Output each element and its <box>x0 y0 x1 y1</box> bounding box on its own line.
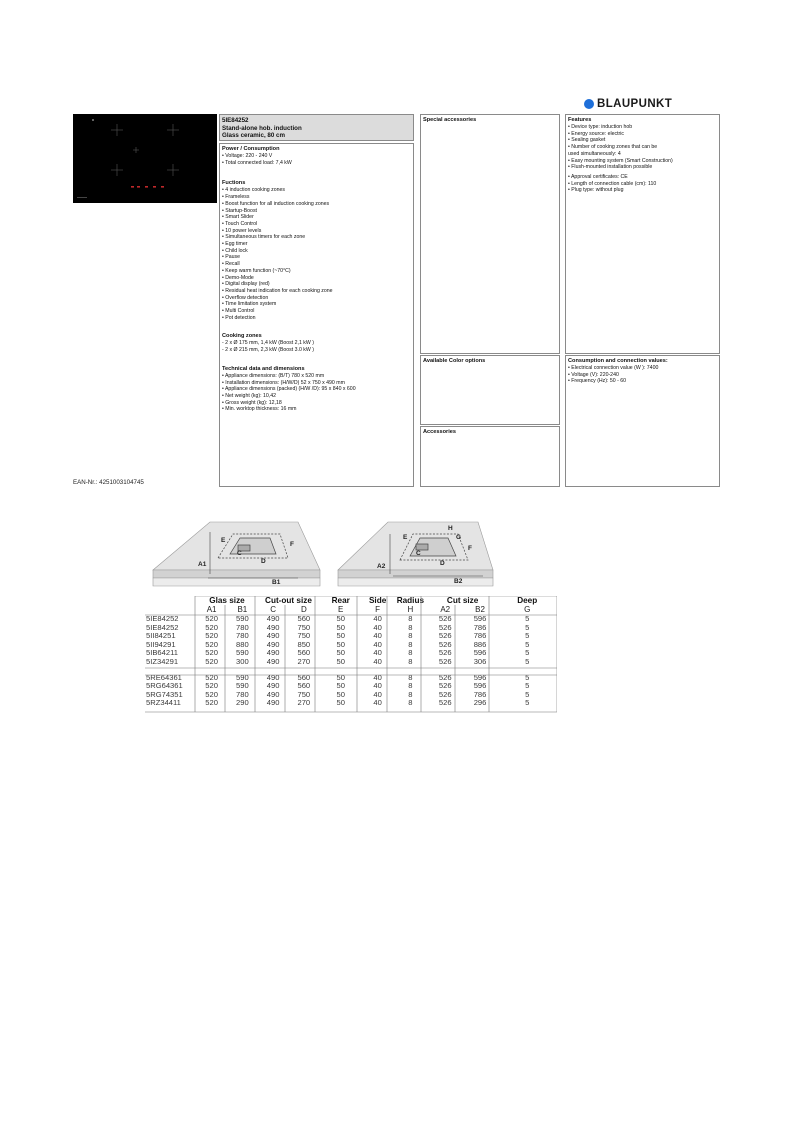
list-item: • Keep warm function (~70°C) <box>222 267 291 274</box>
table-cell: 50 <box>336 639 345 649</box>
table-cell: 50 <box>336 656 345 666</box>
table-cell: 786 <box>473 689 487 699</box>
table-cell: 750 <box>297 622 311 632</box>
table-cell: 520 <box>205 639 218 649</box>
features-list <box>566 124 719 194</box>
table-cell: 40 <box>373 698 382 708</box>
table-cell: 8 <box>408 639 413 649</box>
table-cell: 5 <box>525 681 530 691</box>
consumption-list <box>566 365 719 385</box>
table-cell: 560 <box>297 648 311 658</box>
table-cell: 50 <box>336 689 345 699</box>
ean-number: EAN-Nr.: 4251003104745 <box>73 479 144 486</box>
list-item: • Smart Slider <box>222 214 254 221</box>
table-cell: 5 <box>525 622 530 632</box>
group-deep: Deep <box>517 595 538 605</box>
diagram-label-left-d: D <box>261 558 266 565</box>
diagram-label-right-a2: A2 <box>377 563 386 570</box>
table-cell: 40 <box>373 614 382 623</box>
zones-list <box>222 340 411 353</box>
table-cell: 40 <box>373 672 382 682</box>
table-cell: 8 <box>408 614 413 623</box>
sub-e: E <box>338 605 344 615</box>
color-options-box <box>420 355 560 425</box>
sub-f: F <box>375 605 381 615</box>
model-cell: 5RE64361 <box>146 672 182 682</box>
list-item: • Recall <box>222 261 240 268</box>
list-item: • Gross weight (kg): 12,18 <box>222 399 282 406</box>
table-cell: 520 <box>205 631 218 641</box>
list-item: • Voltage: 220 - 240 V <box>222 153 273 159</box>
table-cell: 590 <box>236 681 249 691</box>
list-item: • Multi Control <box>222 308 255 315</box>
table-cell: 8 <box>408 672 413 682</box>
sub-a1: A1 <box>206 605 217 615</box>
table-cell: 560 <box>297 672 311 682</box>
table-cell: 50 <box>336 698 345 708</box>
diagram-label-left-c: C <box>237 550 242 557</box>
tech-title: Technical data and dimensions <box>222 365 305 372</box>
table-cell: 590 <box>236 648 249 658</box>
special-accessories-box <box>420 114 560 354</box>
table-cell: 40 <box>373 689 382 699</box>
table-cell: 50 <box>336 648 345 658</box>
table-cell: 270 <box>297 656 311 666</box>
list-item: • Flush-mounted installation possible <box>568 164 653 171</box>
table-cell: 786 <box>473 631 487 641</box>
product-line1: Stand-alone hob. induction <box>222 124 302 132</box>
list-item: • Number of cooking zones that can be <box>568 144 658 151</box>
table-cell: 526 <box>438 639 452 649</box>
table-cell: 8 <box>408 631 413 641</box>
table-cell: 526 <box>438 648 452 658</box>
consumption-title: Consumption and connection values: <box>568 358 668 364</box>
model-cell: 5RG74351 <box>146 689 183 699</box>
functions-title: Fuctions <box>222 180 246 187</box>
diagram-label-right-e: E <box>403 534 408 541</box>
group-side: Side <box>368 595 387 605</box>
table-cell: 40 <box>373 622 382 632</box>
list-item: • Residual heat indication for each cooking zone <box>222 287 333 294</box>
sub-b2: B2 <box>475 605 485 615</box>
group-radius: Radius <box>396 595 425 605</box>
table-cell: 596 <box>473 648 487 658</box>
group-glas-size: Glas size <box>209 595 245 605</box>
table-cell: 5 <box>525 648 530 658</box>
product-header <box>219 114 414 141</box>
table-cell: 526 <box>438 631 452 641</box>
table-cell: 596 <box>473 672 487 682</box>
table-cell: 590 <box>236 614 249 623</box>
table-cell: 520 <box>205 648 218 658</box>
model-cell: 5II84251 <box>146 631 176 641</box>
table-cell: 590 <box>236 672 249 682</box>
table-cell: 40 <box>373 639 382 649</box>
list-item: • Approval certificates: CE <box>568 173 628 180</box>
list-item: - 2 x Ø 215 mm, 2,3 kW (Boost 3.0 kW ) <box>222 347 314 354</box>
consumption-box <box>565 355 720 487</box>
diagram-label-left-e: E <box>221 537 226 544</box>
table-cell: 490 <box>266 672 280 682</box>
table-cell: 40 <box>373 681 382 691</box>
list-item: • Time limitation system <box>222 301 277 308</box>
table-cell: 5 <box>525 631 530 641</box>
special-accessories-title: Special accessories <box>423 117 477 123</box>
table-cell: 560 <box>297 681 311 691</box>
sub-g: G <box>524 605 531 615</box>
list-item: • Pot detection <box>222 314 256 321</box>
list-item: • Total connected load: 7,4 kW <box>222 159 292 166</box>
table-cell: 780 <box>236 631 249 641</box>
table-cell: 306 <box>473 656 487 666</box>
table-row <box>145 658 557 667</box>
table-cell: 786 <box>473 622 487 632</box>
functions-list <box>222 187 411 321</box>
table-cell: 490 <box>266 689 280 699</box>
table-cell: 290 <box>236 698 249 708</box>
list-item: • Installation dimensions: (H/W/D) 52 x 750 x 490 mm <box>222 379 345 386</box>
list-item: • 10 power levels <box>222 227 262 234</box>
list-item: • 4 induction cooking zones <box>222 187 285 194</box>
list-item: • Net weight (kg): 10,42 <box>222 392 277 399</box>
table-cell: 8 <box>408 656 413 666</box>
list-item: • Child lock <box>222 247 248 254</box>
table-cell: 8 <box>408 698 413 708</box>
hob-illustration <box>73 114 217 203</box>
model-cell: 5IZ34291 <box>146 656 179 666</box>
list-item: used simultaneously: 4 <box>568 150 621 157</box>
table-cell: 526 <box>438 672 452 682</box>
table-cell: 50 <box>336 614 345 623</box>
table-cell: 5 <box>525 689 530 699</box>
sub-c: C <box>270 605 276 615</box>
table-cell: 750 <box>297 689 311 699</box>
diagram-label-right-b2: B2 <box>454 578 463 585</box>
list-item: • Length of connection cable (cm): 110 <box>568 180 657 187</box>
list-item: • Sealing gasket <box>568 137 606 144</box>
list-item: • Electrical connection value (W ): 7400 <box>568 365 659 371</box>
table-cell: 520 <box>205 656 218 666</box>
list-item: • Appliance dimensions: (B/T) 780 x 520 mm <box>222 372 325 379</box>
specs-box <box>219 143 414 487</box>
table-cell: 40 <box>373 656 382 666</box>
table-cell: 8 <box>408 622 413 632</box>
table-group-1 <box>145 615 557 667</box>
brand-logo <box>584 98 672 110</box>
power-list <box>222 153 411 166</box>
group-cutout-size: Cut-out size <box>265 595 312 605</box>
list-item: • Digital display (red) <box>222 281 270 288</box>
table-group-2 <box>145 674 557 708</box>
accessories-title: Accessories <box>423 429 456 435</box>
table-cell: 490 <box>266 656 280 666</box>
table-cell: 526 <box>438 689 452 699</box>
list-item: • Touch Control <box>222 220 258 227</box>
table-cell: 520 <box>205 689 218 699</box>
table-cell: 5 <box>525 614 530 623</box>
model-cell: 5IB64211 <box>146 648 178 658</box>
list-item: • Min. worktop thickness: 16 mm <box>222 406 297 413</box>
model-cell: 5IE84252 <box>146 614 179 623</box>
diagram-label-left-f: F <box>290 541 294 548</box>
table-cell: 490 <box>266 631 280 641</box>
group-cut-size: Cut size <box>446 595 479 605</box>
brand-name: BLAUPUNKT <box>597 98 673 110</box>
model-cell: 5RG64361 <box>146 681 183 691</box>
list-item: • Frequency (Hz): 50 - 60 <box>568 378 627 385</box>
table-cell: 490 <box>266 698 280 708</box>
product-image <box>73 114 217 203</box>
list-item: • Startup-Boost <box>222 207 257 214</box>
table-cell: 526 <box>438 656 452 666</box>
model-cell: 5IE84252 <box>146 622 179 632</box>
sub-b1: B1 <box>237 605 248 615</box>
table-row <box>145 699 557 708</box>
dimensions-table <box>145 596 557 708</box>
diagram-label-right-f: F <box>468 545 472 552</box>
table-cell: 750 <box>297 631 311 641</box>
table-cell: 8 <box>408 648 413 658</box>
table-cell: 5 <box>525 639 530 649</box>
table-cell: 5 <box>525 656 530 666</box>
table-cell: 526 <box>438 614 452 623</box>
table-cell: 520 <box>205 672 218 682</box>
list-item: • Pause <box>222 254 240 261</box>
table-cell: 40 <box>373 648 382 658</box>
list-item: • Egg timer <box>222 241 248 248</box>
table-cell: 50 <box>336 672 345 682</box>
power-title: Power / Consumption <box>222 146 280 152</box>
logo-dot-icon <box>584 99 594 109</box>
product-line2: Glass ceramic, 80 cm <box>222 132 285 139</box>
diagram-label-left-b1: B1 <box>272 579 281 586</box>
sub-h: H <box>407 605 414 615</box>
list-item: • Easy mounting system (Smart Construction) <box>568 157 673 164</box>
list-item: • Appliance dimensions (packed) (H/W /D): 95 x 840 x 600 <box>222 386 356 393</box>
table-cell: 5 <box>525 672 530 682</box>
table-cell: 520 <box>205 614 218 623</box>
table-cell: 526 <box>438 698 452 708</box>
diagram-label-right-d: D <box>440 560 445 567</box>
table-cell: 490 <box>266 681 280 691</box>
table-cell: 50 <box>336 622 345 632</box>
list-item: • Boost function for all induction cooking zones <box>222 200 330 207</box>
list-item: • Energy source: electric <box>568 130 625 137</box>
model-cell: 5RZ34411 <box>146 698 181 708</box>
sub-a2: A2 <box>440 605 451 615</box>
table-cell: 850 <box>297 639 311 649</box>
diagram-label-right-c: C <box>416 550 421 557</box>
list-item: • Plug type: without plug <box>568 187 624 194</box>
accessories-box <box>420 426 560 487</box>
table-cell: 780 <box>236 689 249 699</box>
zones-title: Cooking zones <box>222 333 262 340</box>
table-cell: 8 <box>408 689 413 699</box>
list-item: • Voltage (V): 220-240 <box>568 371 619 378</box>
table-cell: 596 <box>473 614 487 623</box>
table-cell: 490 <box>266 622 280 632</box>
group-rear: Rear <box>331 595 350 605</box>
list-item: • Simultaneous timers for each zone <box>222 234 306 241</box>
table-cell: 596 <box>473 681 487 691</box>
table-cell: 270 <box>297 698 311 708</box>
table-cell: 520 <box>205 698 218 708</box>
table-cell: 300 <box>236 656 249 666</box>
table-cell: 780 <box>236 622 249 632</box>
table-cell: 880 <box>236 639 249 649</box>
table-cell: 520 <box>205 681 218 691</box>
list-item: • Frameless <box>222 194 250 201</box>
table-cell: 50 <box>336 681 345 691</box>
color-options-title: Available Color options <box>423 358 486 364</box>
table-cell: 526 <box>438 622 452 632</box>
table-cell: 40 <box>373 631 382 641</box>
diagram-label-left-a1: A1 <box>198 561 207 568</box>
table-cell: 490 <box>266 639 280 649</box>
table-cell: 526 <box>438 681 452 691</box>
tech-list <box>222 373 411 413</box>
sub-d: D <box>300 605 307 615</box>
table-cell: 560 <box>297 614 311 623</box>
product-model: 5IE84252 <box>222 117 249 124</box>
table-cell: 296 <box>473 698 487 708</box>
diagram-label-right-g: G <box>456 534 462 541</box>
table-cell: 520 <box>205 622 218 632</box>
table-cell: 5 <box>525 698 530 708</box>
list-item: • Device type: induction hob <box>568 124 633 130</box>
table-cell: 490 <box>266 648 280 658</box>
table-cell: 490 <box>266 614 280 623</box>
features-title: Features <box>568 117 592 123</box>
list-item: - 2 x Ø 175 mm, 1,4 kW (Boost 2,1 kW ) <box>222 340 314 347</box>
model-cell: 5II94291 <box>146 639 176 649</box>
table-cell: 50 <box>336 631 345 641</box>
list-item: • Overflow detection <box>222 294 269 301</box>
list-item: • Demo-Mode <box>222 274 254 281</box>
table-cell: 886 <box>473 639 487 649</box>
features-box <box>565 114 720 354</box>
diagram-label-right-h: H <box>448 525 453 532</box>
table-cell: 8 <box>408 681 413 691</box>
installation-diagram <box>148 512 558 594</box>
